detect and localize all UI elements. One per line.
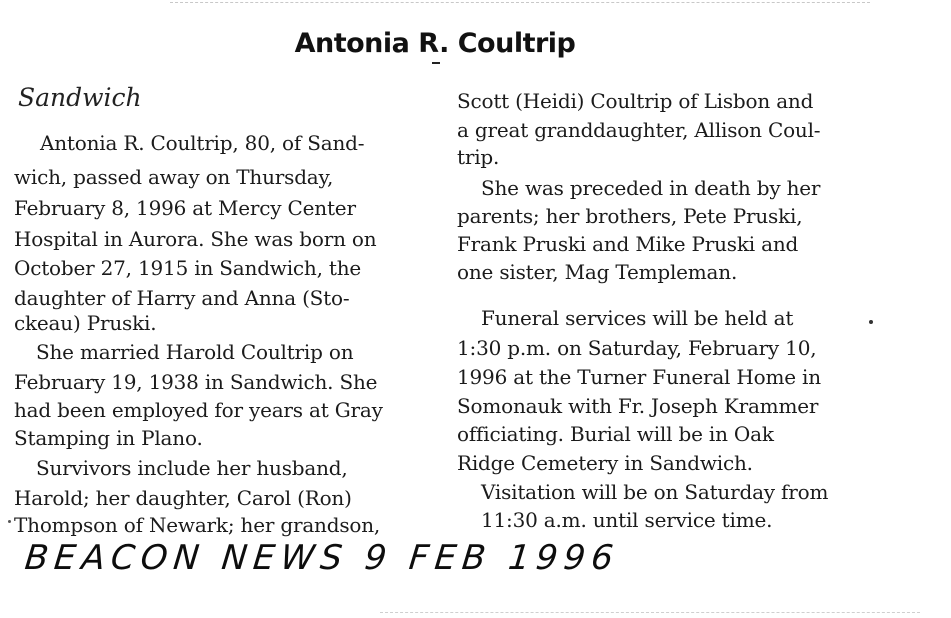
text-line: parents; her brothers, Pete Pruski,: [457, 204, 803, 228]
text-line: Visitation will be on Saturday from: [481, 480, 829, 504]
text-line: trip.: [457, 145, 500, 169]
text-line: Hospital in Aurora. She was born on: [14, 227, 377, 251]
text-line: February 8, 1996 at Mercy Center: [14, 196, 356, 220]
text-line: Somonauk with Fr. Joseph Krammer: [457, 394, 819, 418]
headline-mark: [432, 62, 440, 64]
text-line: Ridge Cemetery in Sandwich.: [457, 451, 753, 475]
print-speck: [8, 520, 11, 523]
print-speck: [869, 320, 873, 324]
text-line: 1:30 p.m. on Saturday, February 10,: [457, 336, 817, 360]
text-line: She married Harold Coultrip on: [36, 340, 354, 364]
text-line: Thompson of Newark; her grandson,: [14, 513, 381, 537]
text-line: February 19, 1938 in Sandwich. She: [14, 370, 378, 394]
text-line: officiating. Burial will be in Oak: [457, 422, 774, 446]
text-line: ckeau) Pruski.: [14, 311, 157, 335]
text-line: Harold; her daughter, Carol (Ron): [14, 486, 352, 510]
text-line: Funeral services will be held at: [481, 306, 794, 330]
text-line: Survivors include her husband,: [36, 456, 348, 480]
text-line: Antonia R. Coultrip, 80, of Sand-: [40, 131, 365, 155]
clipping-top-edge: [170, 2, 870, 4]
obituary-headline: Antonia R. Coultrip: [294, 28, 576, 59]
handwritten-source-note: BEACON NEWS 9 FEB 1996: [22, 538, 621, 578]
text-line: a great granddaughter, Allison Coul-: [457, 118, 821, 142]
text-line: daughter of Harry and Anna (Sto-: [14, 286, 350, 310]
clipping-bottom-edge: [380, 612, 920, 614]
text-line: 11:30 a.m. until service time.: [481, 508, 773, 532]
text-line: Scott (Heidi) Coultrip of Lisbon and: [457, 89, 814, 113]
text-line: 1996 at the Turner Funeral Home in: [457, 365, 821, 389]
text-line: Frank Pruski and Mike Pruski and: [457, 232, 799, 256]
text-line: October 27, 1915 in Sandwich, the: [14, 256, 362, 280]
dateline: Sandwich: [18, 83, 142, 112]
text-line: wich, passed away on Thursday,: [14, 165, 334, 189]
text-line: She was preceded in death by her: [481, 176, 821, 200]
text-line: had been employed for years at Gray: [14, 398, 383, 422]
text-line: one sister, Mag Templeman.: [457, 260, 738, 284]
text-line: Stamping in Plano.: [14, 426, 203, 450]
